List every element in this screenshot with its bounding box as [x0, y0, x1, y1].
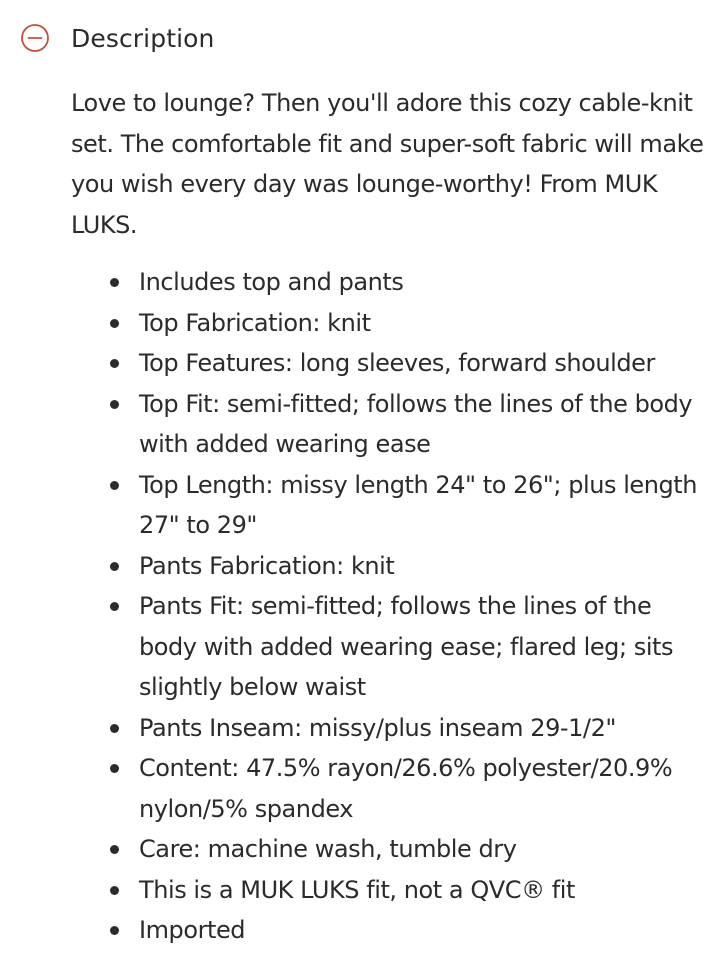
- bullet-icon: [110, 886, 119, 895]
- list-item: [0, 546, 699, 587]
- list-item-text: Pants Fit: semi-fitted; follows the lines of the body with added wearing ease; flared leg; sits slightly below waist: [139, 592, 674, 701]
- list-item: [0, 343, 699, 384]
- list-item-text: Imported: [139, 916, 246, 944]
- list-item-text: Includes top and pants: [139, 268, 404, 296]
- list-item: [0, 829, 699, 870]
- list-item: [0, 870, 699, 911]
- list-item-text: Content: 47.5% rayon/26.6% polyester/20.9% nylon/5% spandex: [139, 754, 673, 823]
- bullet-icon: [110, 724, 119, 733]
- list-item: [0, 303, 699, 344]
- list-item: [0, 910, 699, 951]
- collapse-minus-circle-icon[interactable]: [20, 23, 50, 53]
- list-item-text: Top Features: long sleeves, forward shoulder: [139, 349, 655, 377]
- bullet-icon: [110, 602, 119, 611]
- list-item: [0, 262, 699, 303]
- description-header[interactable]: [20, 20, 214, 56]
- section-title: Description: [71, 23, 215, 53]
- list-item: [0, 465, 699, 546]
- description-paragraph: Love to lounge? Then you'll adore this cozy cable-knit set. The comfortable fit and super-soft fabric will make you wish every day was lounge-worthy! From MUK LUKS.: [71, 89, 704, 239]
- bullet-icon: [110, 359, 119, 368]
- list-item: [0, 384, 699, 465]
- list-item-text: This is a MUK LUKS fit, not a QVC® fit: [139, 875, 575, 904]
- list-item: [0, 708, 699, 749]
- bullet-icon: [110, 481, 119, 490]
- list-item: [0, 748, 699, 829]
- list-item-text: Top Fabrication: knit: [139, 308, 371, 337]
- bullet-icon: [110, 400, 119, 409]
- list-item-text: Top Length: missy length 24" to 26"; plus length 27" to 29": [139, 470, 698, 539]
- bullet-icon: [110, 764, 119, 773]
- list-item-text: Top Fit: semi-fitted; follows the lines of the body with added wearing ease: [139, 389, 693, 458]
- bullet-icon: [110, 562, 119, 571]
- list-item-text: Care: machine wash, tumble dry: [139, 835, 517, 863]
- list-item-text: Pants Fabrication: knit: [139, 551, 395, 580]
- bullet-icon: [110, 278, 119, 287]
- bullet-icon: [110, 926, 119, 935]
- bullet-icon: [110, 319, 119, 328]
- list-item: [0, 586, 699, 708]
- list-item-text: Pants Inseam: missy/plus inseam 29-1/2": [139, 713, 616, 742]
- bullet-icon: [110, 845, 119, 854]
- features-list: [0, 262, 725, 951]
